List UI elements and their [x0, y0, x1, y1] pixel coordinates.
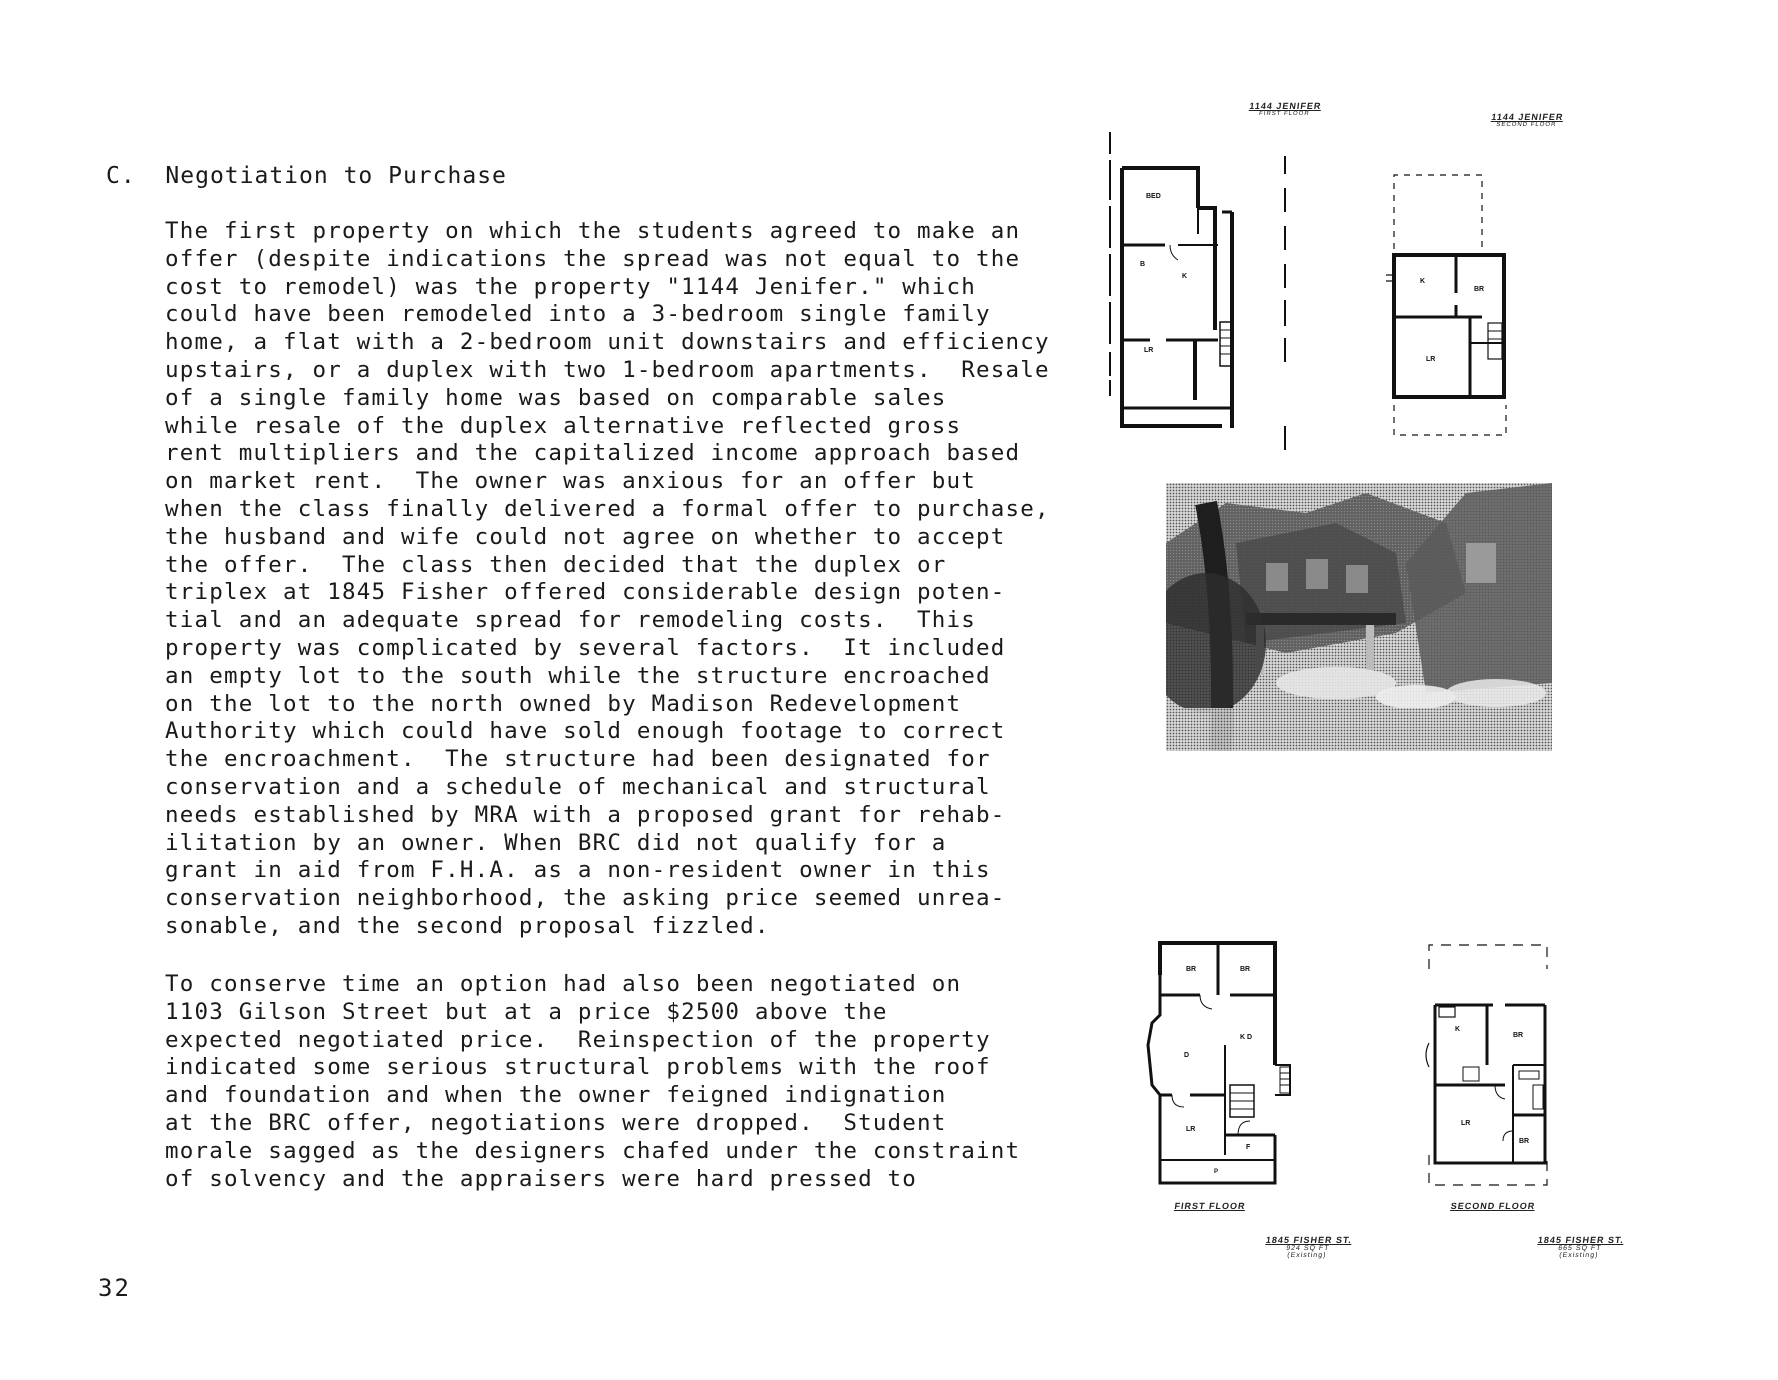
room-label: K D [1240, 1034, 1253, 1041]
text-line: To conserve time an option had also been negotiated on [165, 971, 962, 997]
text-line: of solvency and the appraisers were hard pressed to [165, 1165, 918, 1192]
room-label: BR [1513, 1032, 1524, 1039]
caption-detail: (Existing) [1286, 1252, 1327, 1259]
fisher-first-floor-label [1169, 1201, 1250, 1211]
room-label: BR [1474, 286, 1485, 293]
text-line: 1103 Gilson Street but at a price $2500 above the [165, 998, 888, 1025]
text-line: morale sagged as the designers chafed under the constraint [165, 1137, 1021, 1164]
paragraph-1 [165, 218, 1050, 941]
text-line: ilitation by an owner. When BRC did not qualify for a [165, 829, 947, 856]
text-line: offer (despite indications the spread was not equal to the [165, 245, 1021, 272]
section-letter: C. [106, 163, 136, 189]
fisher-second-floor-plan [1415, 935, 1565, 1195]
text-line: on the lot to the north owned by Madison Redevelopment [165, 690, 962, 717]
page-number: 32 [98, 1274, 131, 1302]
text-line: when the class finally delivered a formal offer to purchase, [165, 495, 1050, 522]
caption-subtitle: SECOND FLOOR [1495, 122, 1557, 128]
caption-title: 1845 FISHER ST. [1265, 1235, 1353, 1245]
room-label: BR [1186, 966, 1197, 973]
text-line: Authority which could have sold enough footage to correct [165, 718, 1006, 745]
floor-label: FIRST FLOOR [1173, 1201, 1247, 1211]
room-label: LR [1426, 356, 1436, 363]
caption-detail: 665 SQ FT [1557, 1245, 1602, 1252]
jenifer-second-floor-plan [1370, 165, 1520, 445]
room-label: BR [1519, 1138, 1530, 1145]
fisher-second-caption [1532, 1235, 1627, 1259]
fisher-first-caption [1260, 1235, 1355, 1259]
text-line: while resale of the duplex alternative reflected gross [165, 412, 962, 439]
house-photograph [1166, 483, 1552, 751]
section-title: Negotiation to Purchase [165, 163, 507, 189]
text-line: grant in aid from F.H.A. as a non-resident owner in this [165, 857, 991, 884]
text-line: on market rent. The owner was anxious for an offer but [165, 468, 977, 495]
jenifer-second-caption [1471, 112, 1583, 128]
text-line: triplex at 1845 Fisher offered considerable design poten- [165, 579, 1006, 606]
room-label: F [1246, 1144, 1251, 1151]
text-line: of a single family home was based on comparable sales [165, 384, 947, 411]
text-line: sonable, and the second proposal fizzled. [165, 912, 770, 939]
room-label: BED [1146, 193, 1161, 200]
text-line: cost to remodel) was the property "1144 Jenifer." which [165, 273, 977, 300]
room-label: D [1184, 1052, 1190, 1059]
room-label: K [1455, 1026, 1461, 1033]
room-label: P [1214, 1169, 1219, 1175]
room-label: LR [1461, 1120, 1471, 1127]
text-line: the encroachment. The structure had been designated for [165, 746, 991, 773]
text-line: rent multipliers and the capitalized income approach based [165, 440, 1021, 467]
text-line: tial and an adequate spread for remodeling costs. This [165, 607, 977, 634]
text-line: an empty lot to the south while the structure encroached [165, 662, 991, 689]
text-line: conservation and a schedule of mechanical and structural [165, 773, 991, 800]
room-label: B [1140, 261, 1146, 268]
caption-detail: (Existing) [1558, 1252, 1599, 1259]
text-line: expected negotiated price. Reinspection of the property [165, 1026, 991, 1053]
text-line: property was complicated by several factors. It included [165, 634, 1006, 661]
paragraph-2 [165, 971, 1025, 1193]
floor-label: SECOND FLOOR [1450, 1201, 1536, 1211]
caption-detail: 924 SQ FT [1285, 1245, 1330, 1252]
section-heading [106, 163, 507, 189]
text-line: The first property on which the students agreed to make an [165, 218, 1021, 244]
caption-title: 1845 FISHER ST. [1537, 1235, 1625, 1245]
caption-title: 1144 JENIFER [1490, 112, 1565, 122]
text-line: at the BRC offer, negotiations were dropped. Student [165, 1109, 947, 1136]
fisher-second-floor-label [1447, 1201, 1538, 1211]
caption-subtitle: FIRST FLOOR [1258, 111, 1311, 117]
room-label: K [1182, 273, 1188, 280]
room-label: K [1420, 278, 1426, 285]
text-line: indicated some serious structural problems with the roof [165, 1054, 991, 1081]
text-line: the husband and wife could not agree on whether to accept [165, 523, 1006, 550]
text-line: upstairs, or a duplex with two 1-bedroom apartments. Resale [165, 356, 1050, 383]
room-label: BR [1240, 966, 1251, 973]
fisher-first-floor-plan [1130, 935, 1310, 1215]
caption-title: 1144 JENIFER [1248, 101, 1323, 111]
text-line: home, a flat with a 2-bedroom unit downstairs and efficiency [165, 329, 1050, 356]
text-line: needs established by MRA with a proposed grant for rehab- [165, 801, 1006, 828]
text-line: and foundation and when the owner feigned indignation [165, 1082, 947, 1109]
jenifer-first-floor-plan [1100, 130, 1300, 460]
room-label: LR [1144, 347, 1154, 354]
text-line: the offer. The class then decided that the duplex or [165, 551, 947, 578]
jenifer-first-caption [1229, 101, 1341, 117]
text-line: conservation neighborhood, the asking price seemed unrea- [165, 885, 1006, 912]
text-line: could have been remodeled into a 3-bedroom single family [165, 301, 991, 328]
room-label: LR [1186, 1126, 1196, 1133]
